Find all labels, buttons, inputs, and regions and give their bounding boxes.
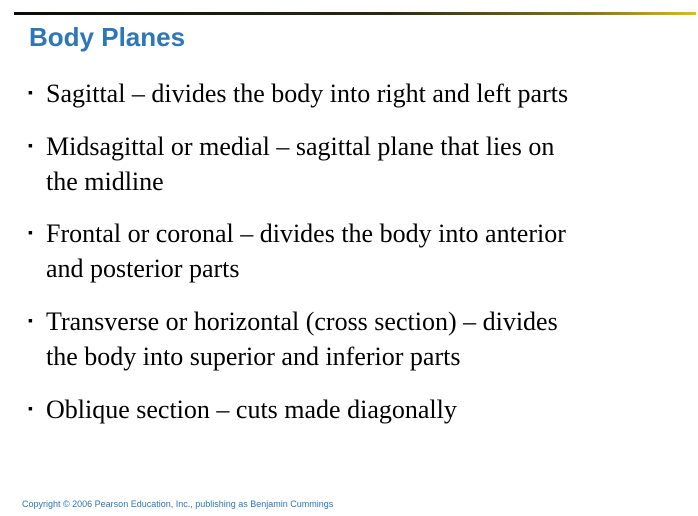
- bullet-line: the midline: [46, 167, 164, 196]
- copyright-footer: Copyright © 2006 Pearson Education, Inc., publishing as Benjamin Cummings: [22, 499, 334, 509]
- bullet-line: Midsagittal or medial – sagittal plane that lies on: [46, 132, 555, 161]
- bullet-item-midsagittal: [28, 129, 668, 199]
- bullet-line: Sagittal – divides the body into right and left parts: [46, 79, 569, 108]
- bullet-text: [46, 216, 668, 286]
- bullet-line: and posterior parts: [46, 254, 240, 283]
- bullet-line: Oblique section – cuts made diagonally: [46, 395, 457, 424]
- bullet-icon: ▪: [28, 402, 33, 417]
- bullet-icon: ▪: [28, 226, 33, 241]
- bullet-line: Transverse or horizontal (cross section) – divides: [46, 307, 558, 336]
- bullet-item-transverse: [28, 304, 668, 374]
- bullet-text: [46, 129, 668, 199]
- bullet-line: Frontal or coronal – divides the body into anterior: [46, 219, 566, 248]
- bullet-text: [46, 392, 668, 427]
- bullet-text: [46, 76, 668, 111]
- bullet-line: the body into superior and inferior parts: [46, 342, 461, 371]
- bullet-icon: ▪: [28, 86, 33, 101]
- bullet-icon: ▪: [28, 314, 33, 329]
- slide-title: Body Planes: [29, 22, 186, 52]
- bullet-item-sagittal: [28, 76, 668, 111]
- bullet-item-frontal: [28, 216, 668, 286]
- bullet-icon: ▪: [28, 139, 33, 154]
- bullet-item-oblique: [28, 392, 668, 427]
- bullet-text: [46, 304, 668, 374]
